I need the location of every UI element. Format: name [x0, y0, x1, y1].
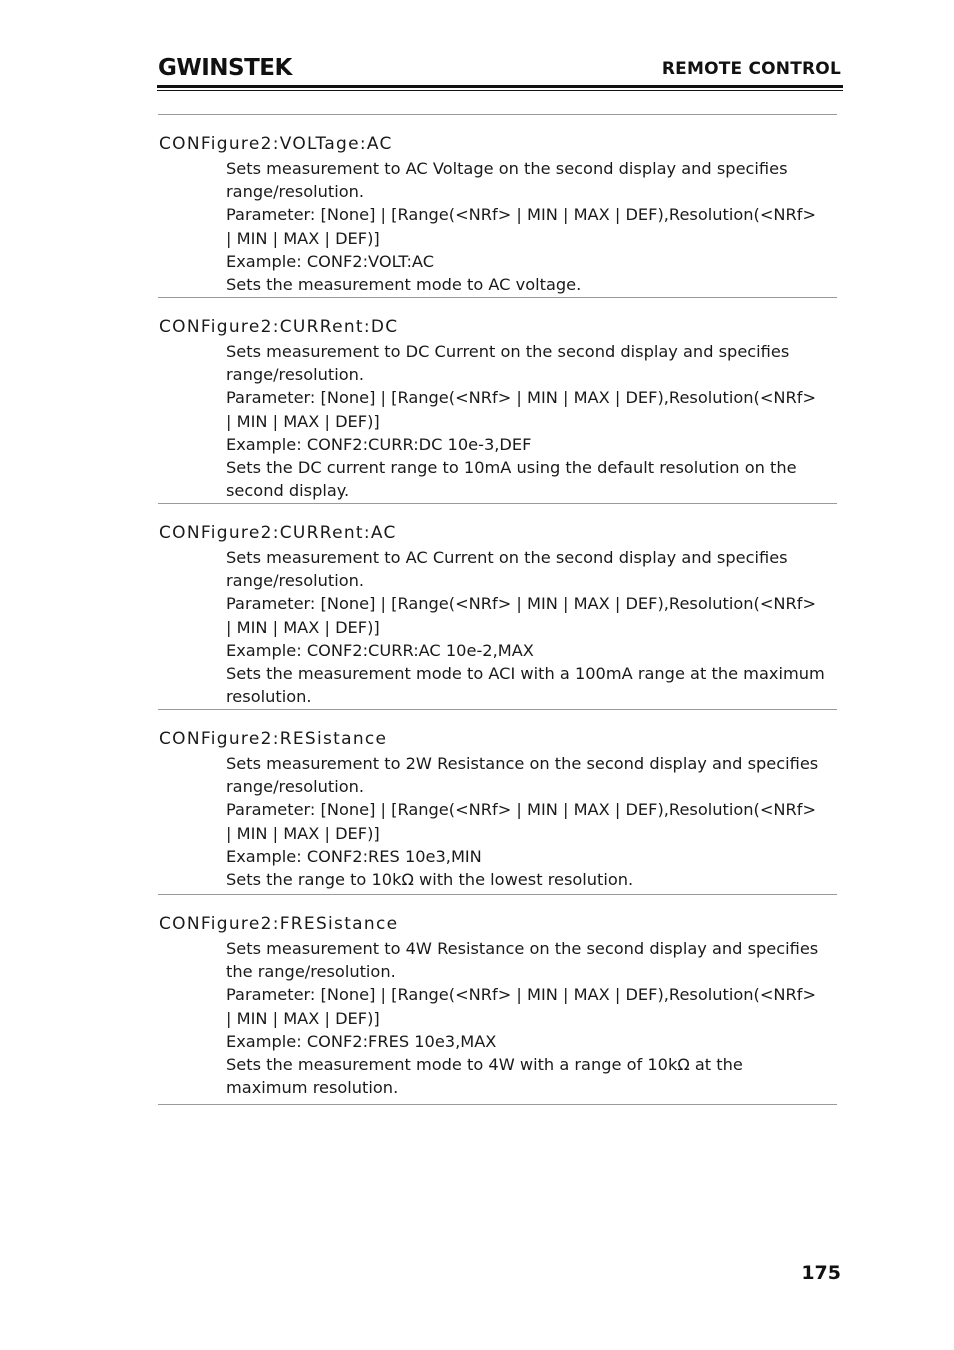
command-entry — [158, 709, 837, 895]
command-example: Example: CONF2:CURR:AC 10e-2,MAX — [226, 640, 534, 660]
command-example-note: Sets the measurement mode to AC voltage. — [226, 275, 582, 295]
command-example: Example: CONF2:RES 10e3,MIN — [226, 846, 482, 866]
command-name: CONFigure2:CURRent:AC — [159, 523, 397, 543]
command-entry — [158, 503, 837, 710]
command-details — [226, 157, 826, 296]
command-parameter: Parameter: [None] | [Range(<NRf> | MIN | MAX | DEF),Resolution(<NRf> | MIN | MAX | DEF)] — [226, 800, 817, 843]
command-example: Example: CONF2:VOLT:AC — [226, 251, 435, 271]
header-divider — [157, 85, 843, 88]
command-example: Example: CONF2:CURR:DC 10e-3,DEF — [226, 434, 532, 454]
command-parameter: Parameter: [None] | [Range(<NRf> | MIN | MAX | DEF),Resolution(<NRf> | MIN | MAX | DEF)] — [226, 594, 817, 637]
command-name: CONFigure2:RESistance — [159, 729, 388, 749]
command-entry — [158, 114, 837, 298]
command-parameter: Parameter: [None] | [Range(<NRf> | MIN | MAX | DEF),Resolution(<NRf> | MIN | MAX | DEF)] — [226, 985, 817, 1028]
command-description: Sets measurement to DC Current on the second display and specifies range/resolution. — [226, 342, 790, 385]
command-details — [226, 340, 826, 502]
command-example-note: Sets the DC current range to 10mA using the default resolution on the second display. — [226, 458, 797, 501]
header-divider-thin — [157, 90, 843, 91]
command-name: CONFigure2:FRESistance — [159, 914, 399, 934]
command-entry — [158, 894, 837, 1105]
command-description: Sets measurement to AC Current on the second display and specifies range/resolution. — [226, 548, 788, 591]
command-name: CONFigure2:CURRent:DC — [159, 317, 399, 337]
command-description: Sets measurement to 4W Resistance on the second display and specifies the range/resolution. — [226, 939, 819, 982]
section-title: REMOTE CONTROL — [661, 59, 841, 79]
command-example-note: Sets the measurement mode to 4W with a range of 10kΩ at the maximum resolution. — [226, 1055, 743, 1098]
command-details — [226, 752, 826, 891]
command-entry — [158, 297, 837, 504]
command-example-note: Sets the range to 10kΩ with the lowest resolution. — [226, 870, 634, 890]
command-details — [226, 937, 826, 1099]
brand-logo: GWINSTEK — [158, 55, 292, 81]
command-example: Example: CONF2:FRES 10e3,MAX — [226, 1031, 497, 1051]
command-details — [226, 546, 826, 708]
command-parameter: Parameter: [None] | [Range(<NRf> | MIN | MAX | DEF),Resolution(<NRf> | MIN | MAX | DEF)] — [226, 205, 817, 248]
command-description: Sets measurement to 2W Resistance on the second display and specifies range/resolution. — [226, 754, 819, 797]
page-number: 175 — [801, 1262, 841, 1284]
command-description: Sets measurement to AC Voltage on the second display and specifies range/resolution. — [226, 159, 788, 202]
command-name: CONFigure2:VOLTage:AC — [159, 134, 393, 154]
command-example-note: Sets the measurement mode to ACI with a 100mA range at the maximum resolution. — [226, 664, 825, 707]
command-parameter: Parameter: [None] | [Range(<NRf> | MIN | MAX | DEF),Resolution(<NRf> | MIN | MAX | DEF)] — [226, 388, 817, 431]
